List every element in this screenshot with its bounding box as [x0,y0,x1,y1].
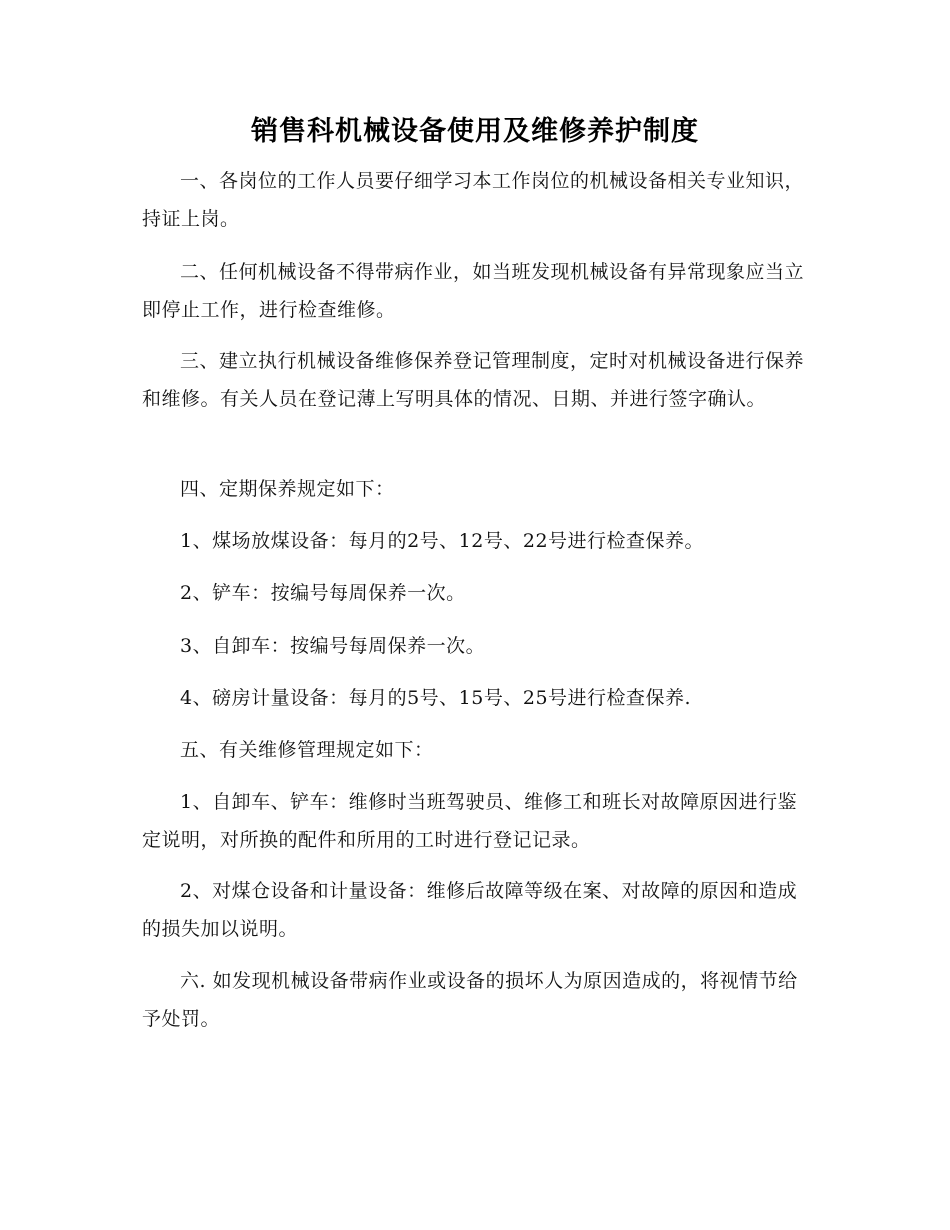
paragraph-8: 4、磅房计量设备：每月的5号、15号、25号进行检查保养. [180,687,692,709]
paragraph-1: 一、各岗位的工作人员要仔细学习本工作岗位的机械设备相关专业知识，持证上岗。 [142,170,805,230]
paragraph-2: 二、任何机械设备不得带病作业，如当班发现机械设备有异常现象应当立即停止工作，进行检查维修。 [142,261,805,321]
document-title: 销售科机械设备使用及维修养护制度 [251,116,699,147]
paragraph-5: 1、煤场放煤设备：每月的2号、12号、22号进行检查保养。 [180,530,705,552]
paragraph-9: 五、有关维修管理规定如下： [180,739,434,761]
paragraph-6: 2、铲车：按编号每周保养一次。 [180,582,466,604]
paragraph-11: 2、对煤仓设备和计量设备：维修后故障等级在案、对故障的原因和造成的损失加以说明。 [142,880,798,940]
paragraph-7: 3、自卸车：按编号每周保养一次。 [180,635,486,657]
paragraph-12: 六. 如发现机械设备带病作业或设备的损坏人为原因造成的，将视情节给予处罚。 [142,970,798,1030]
paragraph-3: 三、建立执行机械设备维修保养登记管理制度，定时对机械设备进行保养和维修。有关人员在登记薄上写明具体的情况、日期、并进行签字确认。 [142,350,805,410]
paragraph-4: 四、定期保养规定如下： [180,478,395,500]
paragraph-10: 1、自卸车、铲车：维修时当班驾驶员、维修工和班长对故障原因进行鉴定说明，对所换的配件和所用的工时进行登记记录。 [142,791,798,851]
